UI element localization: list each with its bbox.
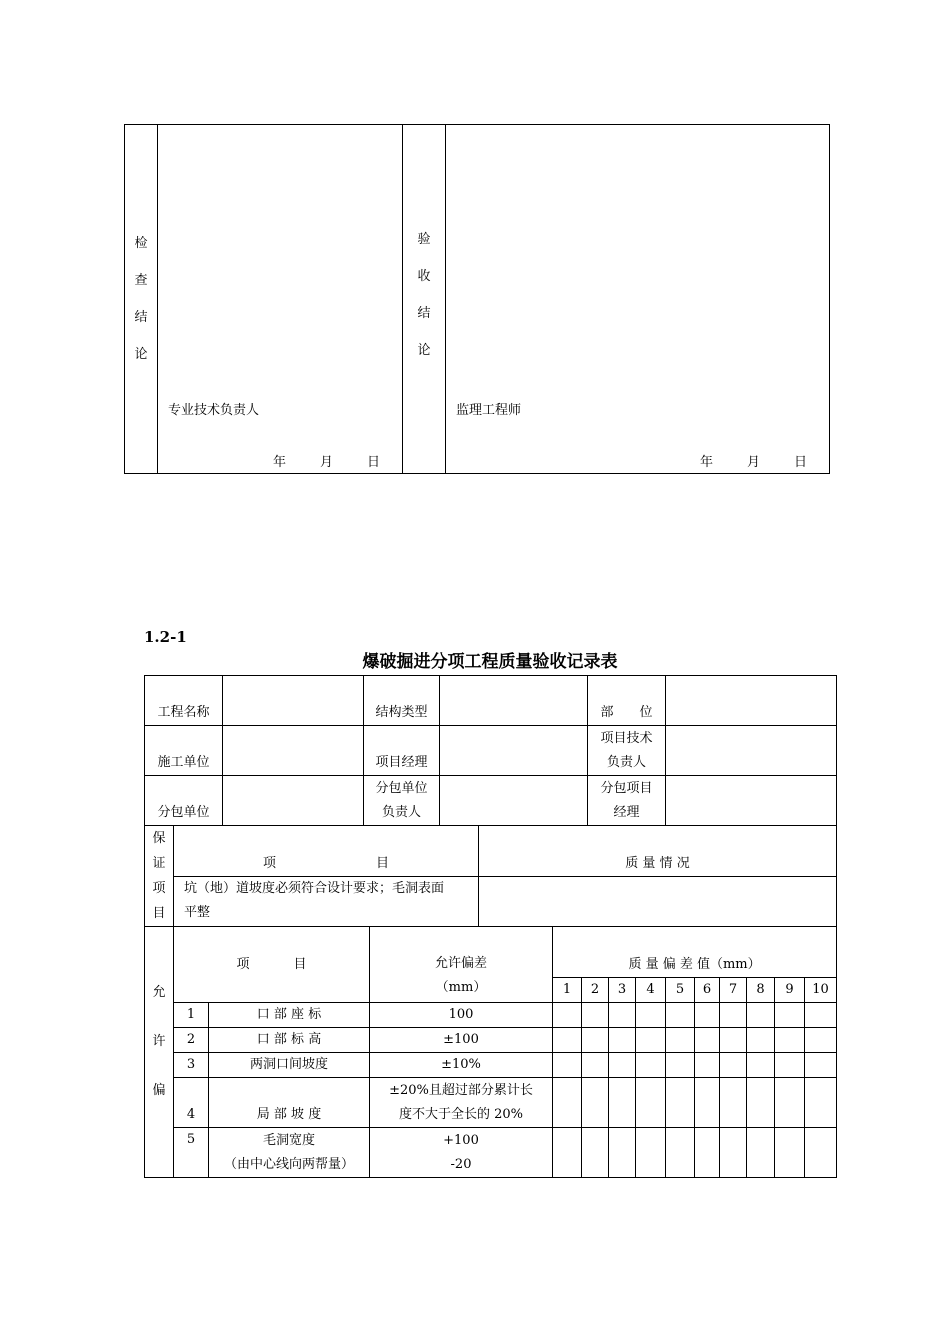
- value-cell[interactable]: [775, 1028, 805, 1053]
- subcontractor-label: 分包单位: [145, 776, 223, 826]
- value-cell[interactable]: [636, 1003, 666, 1028]
- value-cell[interactable]: [609, 1128, 636, 1178]
- check-conclusion-field[interactable]: [158, 125, 403, 474]
- item-name: 口 部 座 标: [209, 1003, 370, 1028]
- value-cell[interactable]: [805, 1053, 837, 1078]
- project-tech-lead-field[interactable]: [666, 726, 837, 776]
- value-col-9: 9: [775, 978, 805, 1003]
- value-cell[interactable]: [720, 1128, 747, 1178]
- value-cell[interactable]: [609, 1028, 636, 1053]
- value-cell[interactable]: [775, 1003, 805, 1028]
- project-info-table: [144, 675, 837, 826]
- value-cell[interactable]: [636, 1078, 666, 1128]
- acceptance-conclusion-label-cell: [403, 125, 446, 474]
- location-field[interactable]: [666, 676, 837, 726]
- guarantee-items-label: 保 证 项 目: [145, 826, 174, 927]
- value-cell[interactable]: [695, 1078, 720, 1128]
- value-col-10: 10: [805, 978, 837, 1003]
- value-cell[interactable]: [666, 1128, 695, 1178]
- form-code: 1.2-1: [144, 628, 187, 646]
- value-cell[interactable]: [553, 1028, 582, 1053]
- item-name: 两洞口间坡度: [209, 1053, 370, 1078]
- value-cell[interactable]: [582, 1078, 609, 1128]
- value-cell[interactable]: [747, 1078, 775, 1128]
- structure-type-field[interactable]: [440, 676, 588, 726]
- value-cell[interactable]: [582, 1003, 609, 1028]
- value-cell[interactable]: [666, 1053, 695, 1078]
- acceptance-conclusion-label: 验 收 结 论: [417, 232, 431, 358]
- value-col-1: 1: [553, 978, 582, 1003]
- value-cell[interactable]: [720, 1003, 747, 1028]
- item-name: 局 部 坡 度: [209, 1078, 370, 1128]
- value-cell[interactable]: [582, 1028, 609, 1053]
- technical-lead-signature-label: 专业技术负责人: [168, 403, 260, 418]
- value-cell[interactable]: [775, 1128, 805, 1178]
- row-number: 3: [174, 1053, 209, 1078]
- quality-deviation-values-header: 质 量 偏 差 值（mm）: [553, 927, 837, 978]
- value-col-7: 7: [720, 978, 747, 1003]
- value-cell[interactable]: [720, 1053, 747, 1078]
- allowable-value: 100: [370, 1003, 553, 1028]
- project-name-field[interactable]: [223, 676, 364, 726]
- guarantee-item-header: 项 目: [174, 826, 479, 877]
- supervising-engineer-signature-label: 监理工程师: [456, 403, 522, 418]
- value-cell[interactable]: [695, 1053, 720, 1078]
- allowable-deviation-label: 允 许 偏: [145, 927, 174, 1178]
- allowable-value: ±20%且超过部分累计长 度不大于全长的 20%: [370, 1078, 553, 1128]
- quality-status-header: 质 量 情 况: [479, 826, 837, 877]
- value-cell[interactable]: [582, 1128, 609, 1178]
- value-cell[interactable]: [553, 1053, 582, 1078]
- value-cell[interactable]: [747, 1003, 775, 1028]
- location-label: 部 位: [588, 676, 666, 726]
- value-cell[interactable]: [666, 1078, 695, 1128]
- value-cell[interactable]: [553, 1078, 582, 1128]
- value-cell[interactable]: [747, 1028, 775, 1053]
- value-cell[interactable]: [582, 1053, 609, 1078]
- project-name-label: 工程名称: [145, 676, 223, 726]
- guarantee-items-table: [144, 825, 837, 927]
- value-col-4: 4: [636, 978, 666, 1003]
- value-col-3: 3: [609, 978, 636, 1003]
- value-col-6: 6: [695, 978, 720, 1003]
- guarantee-quality-field[interactable]: [479, 876, 837, 927]
- row-number: 1: [174, 1003, 209, 1028]
- value-cell[interactable]: [636, 1028, 666, 1053]
- value-cell[interactable]: [720, 1028, 747, 1053]
- subcontract-pm-label: 分包项目 经理: [588, 776, 666, 826]
- allowable-deviation-table: [144, 926, 837, 1178]
- value-cell[interactable]: [553, 1128, 582, 1178]
- guarantee-item-text: 坑（地）道坡度必须符合设计要求；毛洞表面 平整: [174, 876, 479, 927]
- value-cell[interactable]: [805, 1078, 837, 1128]
- allowable-value: ±100: [370, 1028, 553, 1053]
- row-number: 4: [174, 1078, 209, 1128]
- value-cell[interactable]: [805, 1028, 837, 1053]
- table-row: [145, 1078, 837, 1128]
- value-cell[interactable]: [805, 1003, 837, 1028]
- value-cell[interactable]: [747, 1053, 775, 1078]
- acceptance-conclusion-field[interactable]: [446, 125, 830, 474]
- value-cell[interactable]: [747, 1128, 775, 1178]
- check-date: 年 月 日: [272, 455, 380, 470]
- subcontractor-field[interactable]: [223, 776, 364, 826]
- value-cell[interactable]: [609, 1053, 636, 1078]
- table-row: [145, 1128, 837, 1178]
- construction-unit-label: 施工单位: [145, 726, 223, 776]
- subcontractor-lead-field[interactable]: [440, 776, 588, 826]
- form-title: 爆破掘进分项工程质量验收记录表: [362, 652, 618, 672]
- item-name: 口 部 标 高: [209, 1028, 370, 1053]
- value-col-5: 5: [666, 978, 695, 1003]
- table-row: [145, 1028, 837, 1053]
- value-cell[interactable]: [775, 1078, 805, 1128]
- structure-type-label: 结构类型: [364, 676, 440, 726]
- value-cell[interactable]: [666, 1003, 695, 1028]
- value-cell[interactable]: [720, 1078, 747, 1128]
- allowable-deviation-header: 允许偏差 （mm）: [370, 927, 553, 1003]
- project-manager-field[interactable]: [440, 726, 588, 776]
- value-cell[interactable]: [636, 1128, 666, 1178]
- acceptance-date: 年 月 日: [699, 455, 807, 470]
- value-cell[interactable]: [805, 1128, 837, 1178]
- subcontractor-lead-label: 分包单位 负责人: [364, 776, 440, 826]
- item-name: 毛洞宽度 （由中心线向两帮量）: [209, 1128, 370, 1178]
- deviation-item-header: 项 目: [174, 927, 370, 1003]
- allowable-value: ±10%: [370, 1053, 553, 1078]
- row-number: 5: [174, 1128, 209, 1178]
- value-cell[interactable]: [775, 1053, 805, 1078]
- value-cell[interactable]: [609, 1003, 636, 1028]
- table-row: [145, 1053, 837, 1078]
- row-number: 2: [174, 1028, 209, 1053]
- check-conclusion-label: 检 查 结 论: [134, 236, 148, 362]
- value-cell[interactable]: [695, 1128, 720, 1178]
- check-conclusion-label-cell: [125, 125, 158, 474]
- construction-unit-field[interactable]: [223, 726, 364, 776]
- value-col-8: 8: [747, 978, 775, 1003]
- value-cell[interactable]: [553, 1003, 582, 1028]
- project-manager-label: 项目经理: [364, 726, 440, 776]
- value-cell[interactable]: [666, 1028, 695, 1053]
- project-tech-lead-label: 项目技术 负责人: [588, 726, 666, 776]
- subcontract-pm-field[interactable]: [666, 776, 837, 826]
- value-cell[interactable]: [695, 1028, 720, 1053]
- value-col-2: 2: [582, 978, 609, 1003]
- value-cell[interactable]: [636, 1053, 666, 1078]
- value-cell[interactable]: [609, 1078, 636, 1128]
- allowable-value: +100 -20: [370, 1128, 553, 1178]
- inspection-conclusion-table: [124, 124, 830, 474]
- value-cell[interactable]: [695, 1003, 720, 1028]
- table-row: [145, 1003, 837, 1028]
